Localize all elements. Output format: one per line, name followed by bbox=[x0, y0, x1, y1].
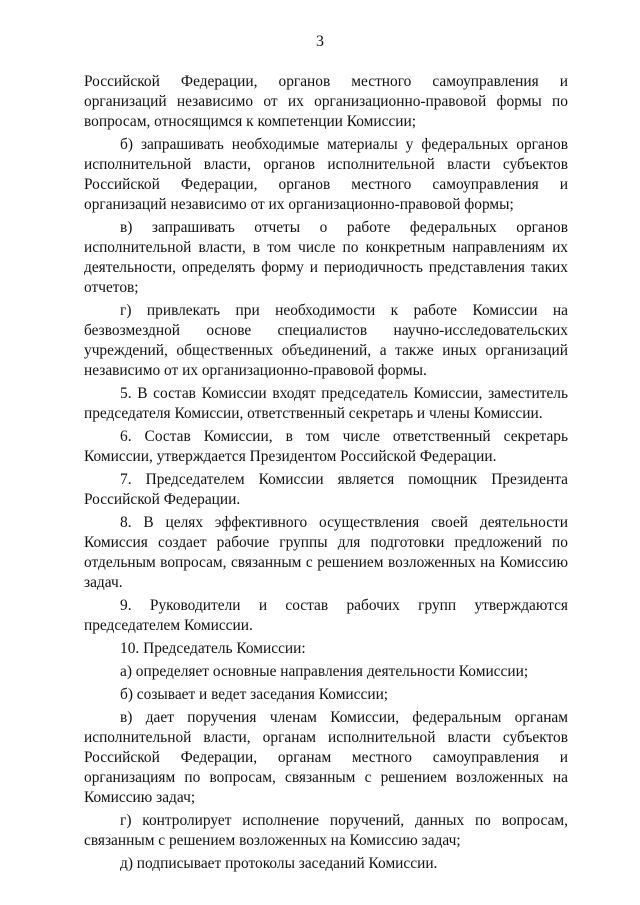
paragraph-item-b: б) запрашивать необходимые материалы у федеральных органов исполнительной власти, органов исполнительной власти субъектов Российской Федерации, органов местного самоуправления и организаций независимо от их организационно-правовой формы; bbox=[84, 136, 568, 213]
paragraph-10-item-a: а) определяет основные направления деятельности Комиссии; bbox=[120, 663, 529, 680]
paragraph-10-item-d: д) подписывает протоколы заседаний Комиссии. bbox=[120, 855, 438, 872]
paragraph-item-g: г) привлекать при необходимости к работе Комиссии на безвозмездной основе специалистов научно-исследовательских учреждений, общественных объединений, а также иных организаций независимо от их организационно-правовой формы. bbox=[84, 302, 568, 379]
paragraph-8: 8. В целях эффективного осуществления своей деятельности Комиссия создает рабочие группы для подготовки предложений по отдельным вопросам, связанным с решением возложенных на Комиссию задач. bbox=[84, 514, 568, 591]
paragraph-10: 10. Председатель Комиссии: bbox=[120, 640, 306, 657]
paragraph-9: 9. Руководители и состав рабочих групп утверждаются председателем Комиссии. bbox=[84, 597, 568, 634]
page-number: 3 bbox=[316, 33, 324, 50]
paragraph-10-item-b: б) созывает и ведет заседания Комиссии; bbox=[120, 686, 389, 703]
paragraph-5: 5. В состав Комиссии входят председатель Комиссии, заместитель председателя Комиссии, ответственный секретарь и члены Комиссии. bbox=[84, 385, 568, 422]
paragraph-10-item-v: в) дает поручения членам Комиссии, федеральным органам исполнительной власти, органам исполнительной власти субъектов Российской Федерации, органам местного самоуправления и организациям по вопросам, связанным с решением возложенных на Комиссию задач; bbox=[84, 709, 568, 806]
paragraph-7: 7. Председателем Комиссии является помощник Президента Российской Федерации. bbox=[84, 471, 568, 508]
paragraph-item-v: в) запрашивать отчеты о работе федеральных органов исполнительной власти, в том числе по конкретным направлениям их деятельности, определять форму и периодичность представления таких отчетов; bbox=[84, 219, 568, 296]
paragraph-continuation: Российской Федерации, органов местного самоуправления и организаций независимо от их организационно-правовой формы по вопросам, относящимся к компетенции Комиссии; bbox=[84, 73, 568, 130]
paragraph-6: 6. Состав Комиссии, в том числе ответственный секретарь Комиссии, утверждается Президентом Российской Федерации. bbox=[84, 428, 568, 465]
paragraph-10-item-g: г) контролирует исполнение поручений, данных по вопросам, связанным с решением возложенных на Комиссию задач; bbox=[84, 812, 568, 849]
document-body bbox=[84, 72, 568, 877]
